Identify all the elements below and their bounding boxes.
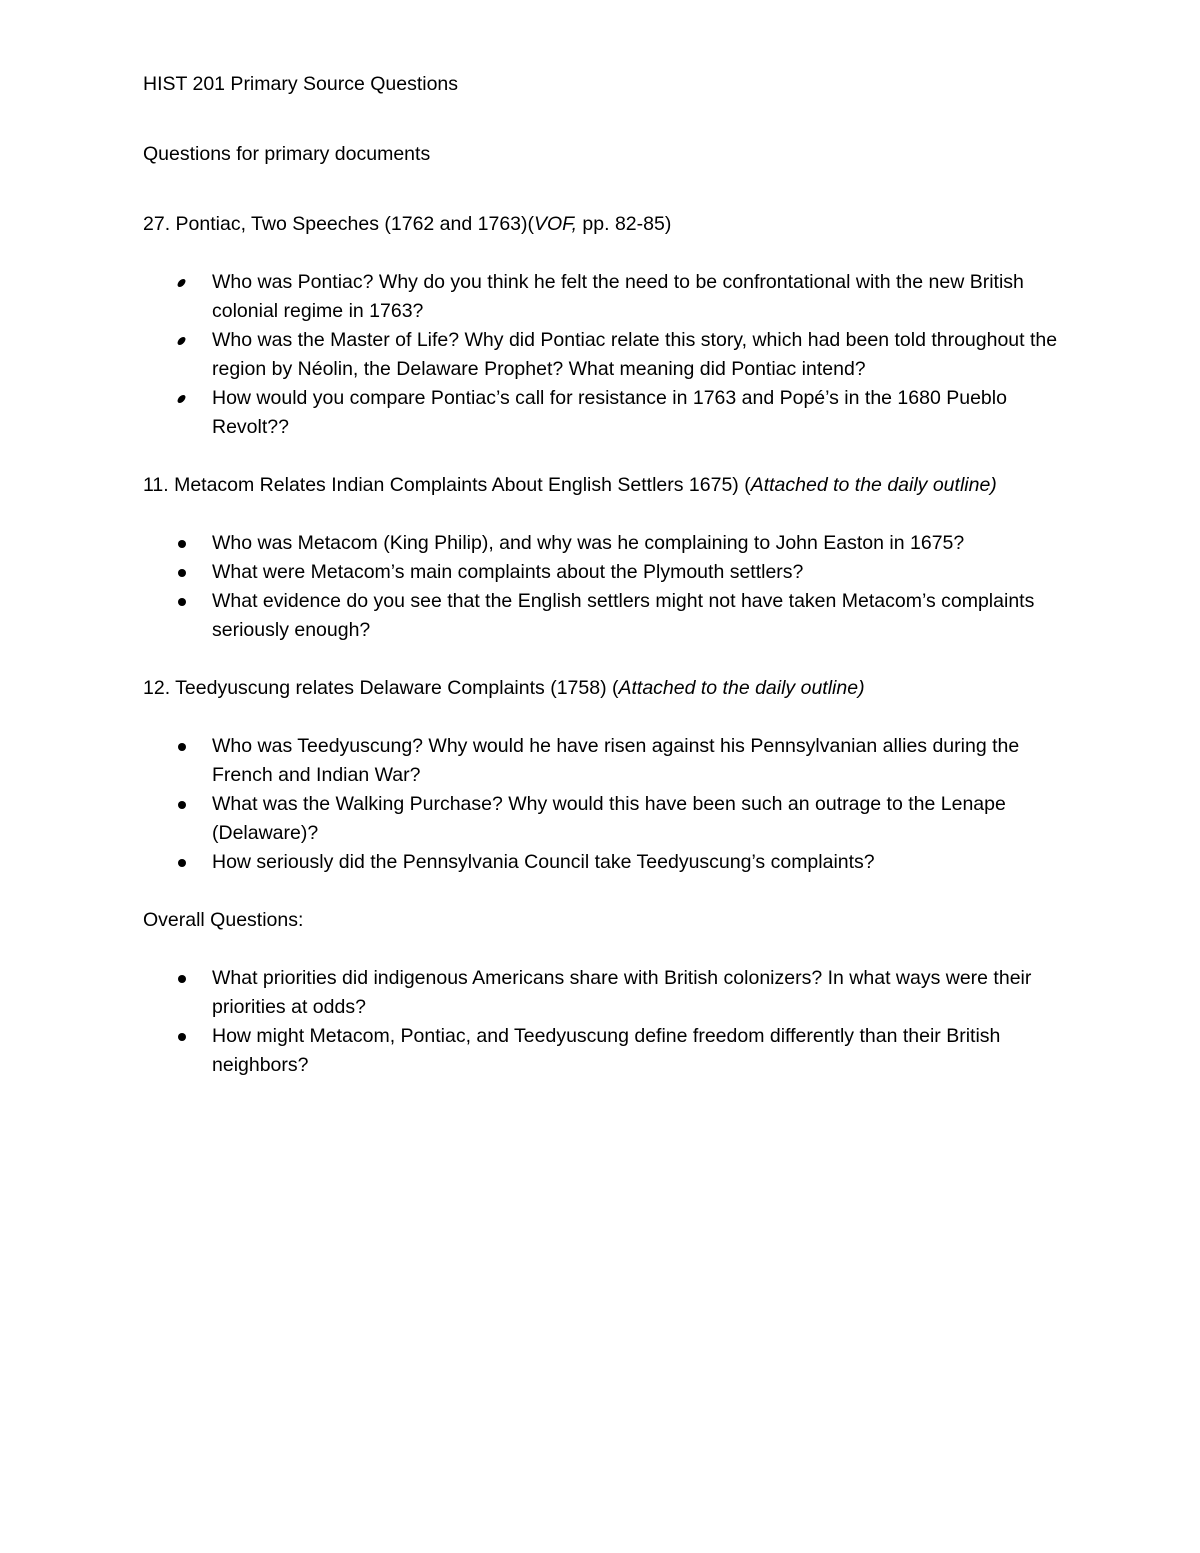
bullet-icon xyxy=(176,337,187,345)
question-list-teedyuscung xyxy=(143,732,1073,877)
document-page xyxy=(143,70,1073,1109)
bullet-icon xyxy=(178,540,186,548)
question-text: Who was Metacom (King Philip), and why was he complaining to John Easton in 1675? xyxy=(212,532,965,554)
section-heading-italic: Attached to the daily outline) xyxy=(618,677,865,699)
list-item xyxy=(143,964,1073,1022)
list-item xyxy=(143,384,1073,442)
list-item xyxy=(143,1022,1073,1080)
section-heading-text: 11. Metacom Relates Indian Complaints About English Settlers 1675) ( xyxy=(143,474,751,496)
overall-heading: Overall Questions: xyxy=(143,909,304,931)
section-heading-teedyuscung xyxy=(143,674,1073,703)
bullet-icon xyxy=(176,395,187,403)
question-text: What evidence do you see that the English settlers might not have taken Metacom’s complaints seriously enough? xyxy=(212,590,1035,641)
bullet-icon xyxy=(178,569,186,577)
question-list-metacom xyxy=(143,529,1073,645)
section-heading-italic: Attached to the daily outline) xyxy=(750,474,997,496)
question-text: What were Metacom’s main complaints about the Plymouth settlers? xyxy=(212,561,804,583)
section-heading-metacom xyxy=(143,471,1073,500)
bullet-icon xyxy=(178,1033,186,1041)
list-item xyxy=(143,326,1073,384)
section-heading-italic: VOF, xyxy=(534,213,577,235)
bullet-icon xyxy=(178,598,186,606)
bullet-icon xyxy=(178,743,186,751)
question-text: Who was Pontiac? Why do you think he felt the need to be confrontational with the new British colonial regime in 1763? xyxy=(212,271,1024,322)
bullet-icon xyxy=(178,859,186,867)
question-text: Who was Teedyuscung? Why would he have risen against his Pennsylvanian allies during the French and Indian War? xyxy=(212,735,1020,786)
list-item xyxy=(143,587,1073,645)
list-item xyxy=(143,268,1073,326)
list-item xyxy=(143,848,1073,877)
section-heading-tail: pp. 82-85) xyxy=(577,213,672,235)
list-item xyxy=(143,732,1073,790)
bullet-icon xyxy=(176,279,187,287)
question-list-overall xyxy=(143,964,1073,1080)
question-list-pontiac xyxy=(143,268,1073,442)
document-title: HIST 201 Primary Source Questions xyxy=(143,73,459,95)
document-subtitle: Questions for primary documents xyxy=(143,143,431,165)
section-heading-text: 12. Teedyuscung relates Delaware Complaints (1758) ( xyxy=(143,677,619,699)
section-heading-text: 27. Pontiac, Two Speeches (1762 and 1763)( xyxy=(143,213,534,235)
list-item xyxy=(143,529,1073,558)
question-text: How might Metacom, Pontiac, and Teedyuscung define freedom differently than their British neighbors? xyxy=(212,1025,1001,1076)
question-text: What priorities did indigenous Americans share with British colonizers? In what ways were their priorities at odds? xyxy=(212,967,1032,1018)
bullet-icon xyxy=(178,801,186,809)
question-text: How would you compare Pontiac’s call for resistance in 1763 and Popé’s in the 1680 Pueblo Revolt?? xyxy=(212,387,1007,438)
question-text: How seriously did the Pennsylvania Council take Teedyuscung’s complaints? xyxy=(212,851,875,873)
question-text: Who was the Master of Life? Why did Pontiac relate this story, which had been told throughout the region by Néolin, the Delaware Prophet? What meaning did Pontiac intend? xyxy=(212,329,1058,380)
section-heading-pontiac xyxy=(143,210,1073,239)
list-item xyxy=(143,790,1073,848)
bullet-icon xyxy=(178,975,186,983)
question-text: What was the Walking Purchase? Why would this have been such an outrage to the Lenape (Delaware)? xyxy=(212,793,1006,844)
list-item xyxy=(143,558,1073,587)
